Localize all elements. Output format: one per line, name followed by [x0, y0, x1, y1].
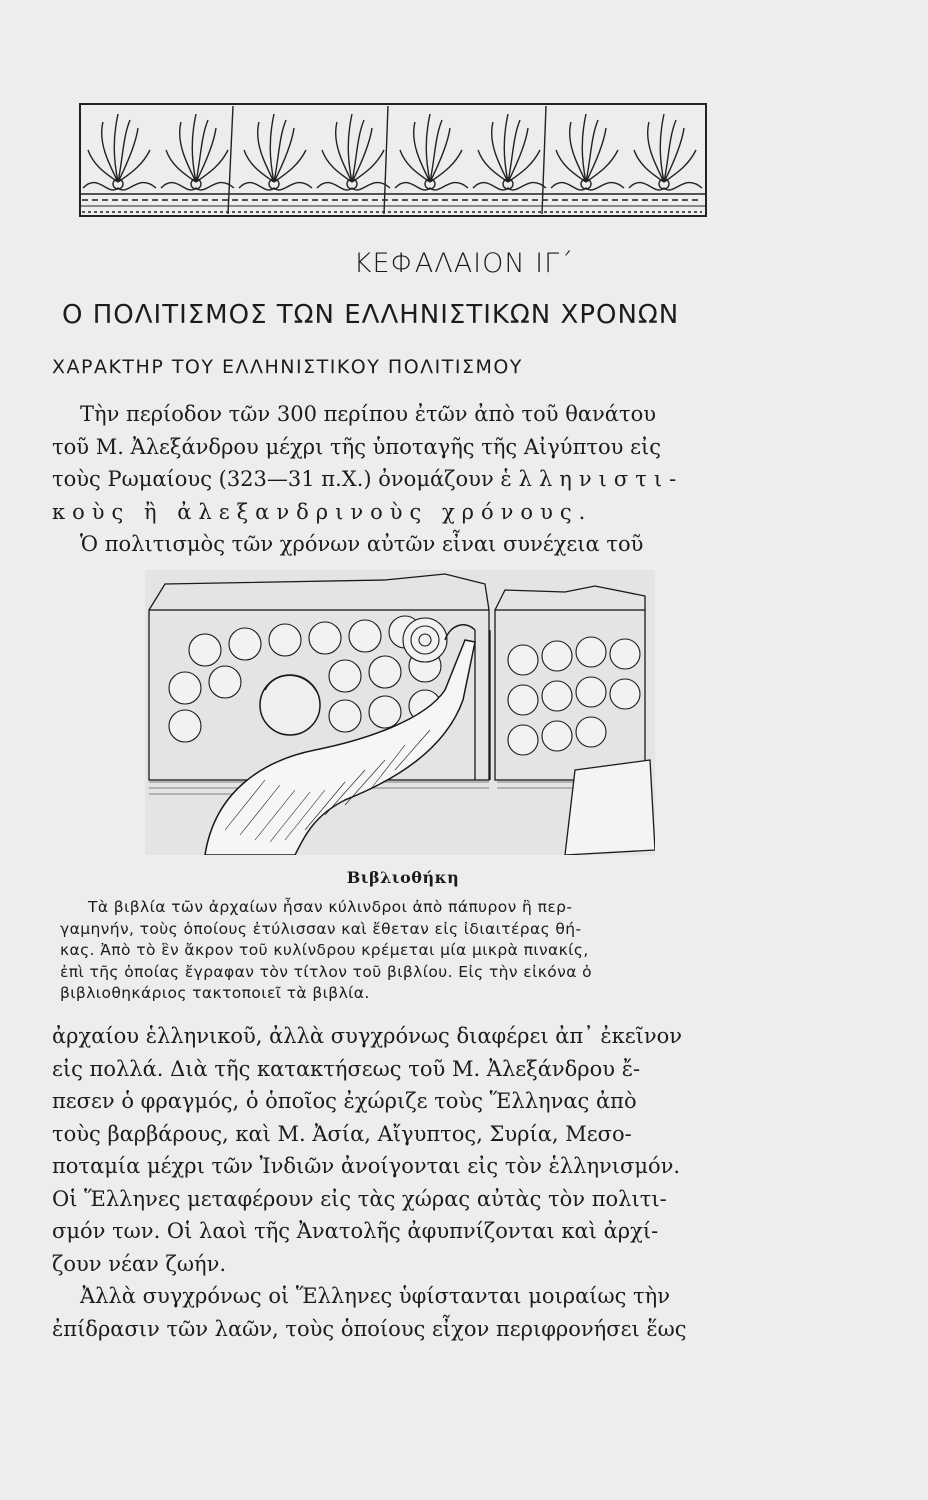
library-illustration [145, 570, 655, 855]
text-line: τοὺς βαρβάρους, καὶ Μ. Ἀσία, Αἴγυπτος, Συρία, Μεσο- [52, 1121, 632, 1146]
caption-line: ἐπὶ τῆς ὁποίας ἔγραφαν τὸν τίτλον τοῦ βιβλίου. Εἰς τὴν εἰκόνα ὁ [60, 962, 593, 981]
text-line: Τὴν περίοδον τῶν 300 περίπου ἐτῶν ἀπὸ τοῦ θανάτου [80, 402, 657, 426]
section-heading: ΧΑΡΑΚΤΗΡ ΤΟΥ ΕΛΛΗΝΙΣΤΙΚΟΥ ΠΟΛΙΤΙΣΜΟΥ [52, 356, 523, 378]
caption-line: Τὰ βιβλία τῶν ἀρχαίων ἦσαν κύλινδροι ἀπὸ πάπυρον ἢ περ- [88, 898, 573, 916]
text-line: ἀρχαίου ἑλληνικοῦ, ἀλλὰ συγχρόνως διαφέρει ἀπ᾽ ἐκεῖνον [52, 1024, 683, 1048]
text-line [52, 463, 764, 496]
text-line: ἐπίδρασιν τῶν λαῶν, τοὺς ὁποίους εἶχον περιφρονήσει ἕως [52, 1316, 687, 1341]
text-line: ζουν νέαν ζωήν. [52, 1251, 227, 1276]
text-line: Ἀλλὰ συγχρόνως οἱ Ἕλληνες ὑφίστανται μοιραίως τὴν [80, 1284, 671, 1308]
text-line: τοῦ Μ. Ἀλεξάνδρου μέχρι τῆς ὑποταγῆς τῆς Αἰγύπτου εἰς [52, 434, 661, 459]
text-line-emphasis: κοὺς ἢ ἀλεξανδρινοὺς χρόνους. [52, 499, 593, 524]
figure-title: Βιβλιοθήκη [346, 868, 460, 887]
continuation-paragraph [52, 1020, 764, 1345]
chapter-title: Ο ΠΟΛΙΤΙΣΜΟΣ ΤΩΝ ΕΛΛΗΝΙΣΤΙΚΩΝ ΧΡΟΝΩΝ [62, 300, 680, 330]
palmette-frieze-ornament [78, 102, 708, 220]
figure-caption [60, 897, 766, 1005]
text-line-emphasis: ἑλληνιστι- [500, 467, 684, 491]
caption-line: γαμηνήν, τοὺς ὁποίους ἐτύλισσαν καὶ ἔθεταν εἰς ἰδιαιτέρας θή- [60, 919, 582, 938]
text-line: Οἱ Ἕλληνες μεταφέρουν εἰς τὰς χώρας αὐτὰς τὸν πολιτι- [52, 1186, 667, 1211]
caption-line: κας. Ἀπὸ τὸ ἓν ἄκρον τοῦ κυλίνδρου κρέμεται μία μικρὰ πινακίς, [60, 941, 589, 959]
text-line-part: τοὺς Ρωμαίους (323—31 π.Χ.) ὀνομάζουν [52, 467, 494, 491]
text-line: εἰς πολλά. Διὰ τῆς κατακτήσεως τοῦ Μ. Ἀλεξάνδρου ἔ- [52, 1056, 641, 1081]
text-line: ποταμία μέχρι τῶν Ἰνδιῶν ἀνοίγονται εἰς τὸν ἑλληνισμόν. [52, 1154, 681, 1178]
text-line: σμόν των. Οἱ λαοὶ τῆς Ἀνατολῆς ἀφυπνίζονται καὶ ἀρχί- [52, 1219, 659, 1243]
intro-paragraph [52, 398, 764, 561]
text-line: πεσεν ὁ φραγμός, ὁ ὁποῖος ἐχώριζε τοὺς Ἕλληνας ἀπὸ [52, 1089, 637, 1113]
text-line: Ὁ πολιτισμὸς τῶν χρόνων αὐτῶν εἶναι συνέχεια τοῦ [80, 532, 644, 556]
caption-line: βιβλιοθηκάριος τακτοποιεῖ τὰ βιβλία. [60, 984, 370, 1002]
chapter-heading: ΚΕΦΑΛΑΙΟΝ ΙΓ΄ [353, 248, 575, 279]
